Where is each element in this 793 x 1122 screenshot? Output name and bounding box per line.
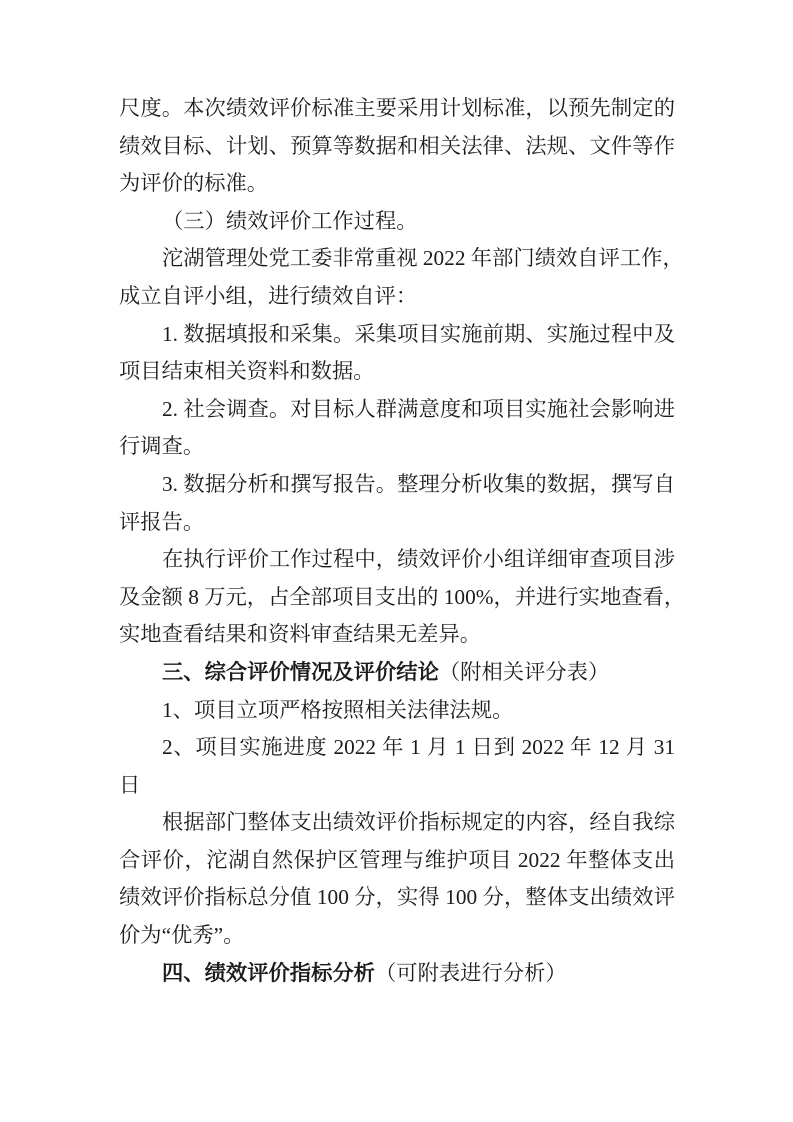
text-line [119, 466, 675, 504]
text-run: 评报告。 [119, 509, 205, 534]
text-line [119, 128, 675, 166]
text-line [119, 767, 675, 805]
text-run: 价为“优秀”。 [119, 923, 245, 948]
text-run: 实地查看结果和资料审查结果无差异。 [119, 622, 482, 647]
text-run: 绩效目标、计划、预算等数据和相关法律、法规、文件等作 [119, 133, 675, 158]
text-line [119, 278, 675, 316]
text-run: 行调查。 [119, 434, 205, 459]
text-run: 1、项目立项严格按照相关法律法规。 [162, 697, 514, 722]
text-run: 在执行评价工作过程中，绩效评价小组详细审查项目涉 [162, 547, 675, 572]
text-run: （三）绩效评价工作过程。 [162, 208, 418, 233]
text-line [119, 90, 675, 128]
text-run: 根据部门整体支出绩效评价指标规定的内容，经自我综 [162, 810, 675, 835]
text-line [119, 804, 675, 842]
text-run: （附相关评分表） [438, 659, 610, 684]
text-line [119, 316, 675, 354]
text-line [119, 165, 675, 203]
text-line [119, 692, 675, 730]
text-run: （可附表进行分析） [374, 960, 567, 985]
text-run: 为评价的标准。 [119, 171, 269, 196]
text-run: 项目结束相关资料和数据。 [119, 359, 375, 384]
text-line [119, 240, 684, 278]
section-heading-run: 三、综合评价情况及评价结论 [162, 659, 439, 684]
text-line [119, 579, 686, 617]
text-run: 成立自评小组，进行绩效自评： [119, 283, 418, 308]
text-line [119, 879, 675, 917]
text-line [119, 729, 675, 767]
text-line [119, 391, 675, 429]
text-run: 沱湖管理处党工委非常重视 2022 年部门绩效自评工作， [162, 246, 684, 271]
text-line [119, 353, 675, 391]
text-run: 3. 数据分析和撰写报告。整理分析收集的数据，撰写自 [162, 471, 675, 496]
text-run: 尺度。本次绩效评价标准主要采用计划标准，以预先制定的 [119, 96, 675, 120]
text-run: 2. 社会调查。对目标人群满意度和项目实施社会影响进 [162, 396, 675, 421]
text-line [119, 504, 675, 542]
text-line [119, 616, 675, 654]
text-run: 合评价，沱湖自然保护区管理与维护项目 2022 年整体支出 [119, 847, 675, 872]
text-line [119, 428, 675, 466]
text-run: 及金额 8 万元，占全部项目支出的 100%，并进行实地查看， [119, 584, 686, 609]
document-text-block [119, 90, 686, 992]
text-run: 绩效评价指标总分值 100 分，实得 100 分，整体支出绩效评 [119, 885, 675, 910]
text-run: 日 [119, 772, 141, 797]
text-line [119, 654, 675, 692]
text-line [119, 842, 675, 880]
text-line [119, 917, 675, 955]
text-line [119, 203, 675, 241]
text-line [119, 955, 675, 993]
text-line [119, 541, 675, 579]
text-run: 2、项目实施进度 2022 年 1 月 1 日到 2022 年 12 月 31 [162, 735, 675, 760]
text-run: 1. 数据填报和采集。采集项目实施前期、实施过程中及 [162, 321, 675, 346]
section-heading-run: 四、绩效评价指标分析 [162, 960, 375, 985]
